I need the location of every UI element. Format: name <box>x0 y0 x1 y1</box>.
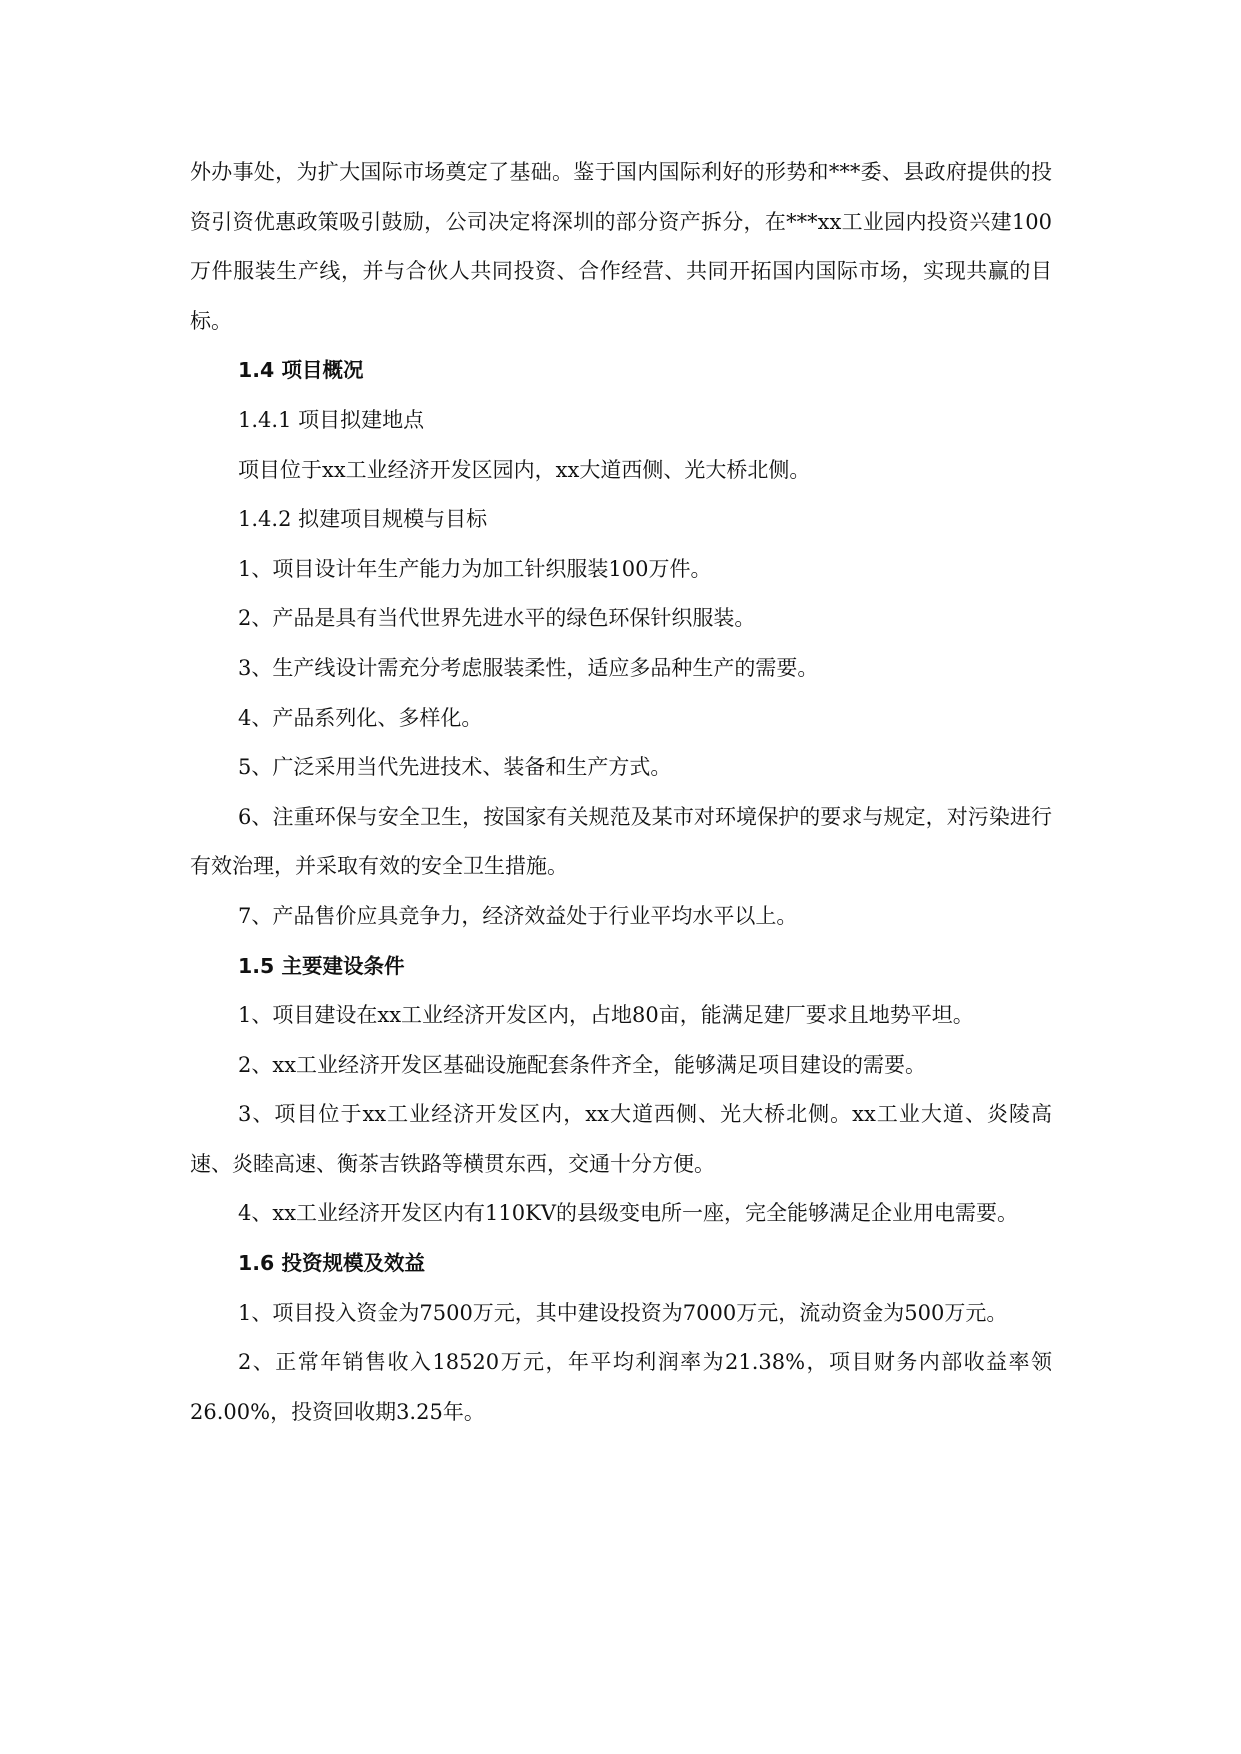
goal-item-4: 4、产品系列化、多样化。 <box>238 705 483 730</box>
investment-item-1: 1、项目投入资金为7500万元，其中建设投资为7000万元，流动资金为500万元。 <box>238 1300 1008 1325</box>
location-paragraph: 项目位于xx工业经济开发区园内，xx大道西侧、光大桥北侧。 <box>238 457 811 482</box>
condition-item-3: 3、项目位于xx工业经济开发区内，xx大道西侧、光大桥北侧。xx工业大道、炎陵高速、炎睦高速、衡茶吉铁路等横贯东西，交通十分方便。 <box>190 1102 1052 1176</box>
condition-item-4: 4、xx工业经济开发区内有110KV的县级变电所一座，完全能够满足企业用电需要。 <box>238 1201 1018 1226</box>
goal-item-6: 6、注重环保与安全卫生，按国家有关规范及某市对环境保护的要求与规定，对污染进行有效治理，并采取有效的安全卫生措施。 <box>190 804 1052 879</box>
document-body <box>190 148 1052 1437</box>
goal-item-3: 3、生产线设计需充分考虑服装柔性，适应多品种生产的需要。 <box>238 655 819 680</box>
section-heading-1-5: 1.5 主要建设条件 <box>238 953 405 978</box>
goal-item-7: 7、产品售价应具竞争力，经济效益处于行业平均水平以上。 <box>238 903 798 928</box>
subheading-1-4-2: 1.4.2 拟建项目规模与目标 <box>238 507 488 532</box>
section-heading-1-4: 1.4 项目概况 <box>238 358 364 383</box>
intro-paragraph: 外办事处，为扩大国际市场奠定了基础。鉴于国内国际利好的形势和***委、县政府提供的投资引资优惠政策吸引鼓励，公司决定将深圳的部分资产拆分，在***xx工业园内投资兴建100万件服装生产线，并与合伙人共同投资、合作经营、共同开拓国内国际市场，实现共赢的目标。 <box>190 160 1052 333</box>
investment-item-2: 2、正常年销售收入18520万元，年平均利润率为21.38%，项目财务内部收益率领26.00%，投资回收期3.25年。 <box>190 1350 1052 1424</box>
condition-item-1: 1、项目建设在xx工业经济开发区内，占地80亩，能满足建厂要求且地势平坦。 <box>238 1003 974 1028</box>
goal-item-1: 1、项目设计年生产能力为加工针织服装100万件。 <box>238 556 712 581</box>
condition-item-2: 2、xx工业经济开发区基础设施配套条件齐全，能够满足项目建设的需要。 <box>238 1052 927 1077</box>
goal-item-2: 2、产品是具有当代世界先进水平的绿色环保针织服装。 <box>238 606 756 631</box>
subheading-1-4-1: 1.4.1 项目拟建地点 <box>238 407 425 432</box>
goal-item-5: 5、广泛采用当代先进技术、装备和生产方式。 <box>238 755 672 780</box>
section-heading-1-6: 1.6 投资规模及效益 <box>238 1251 425 1276</box>
